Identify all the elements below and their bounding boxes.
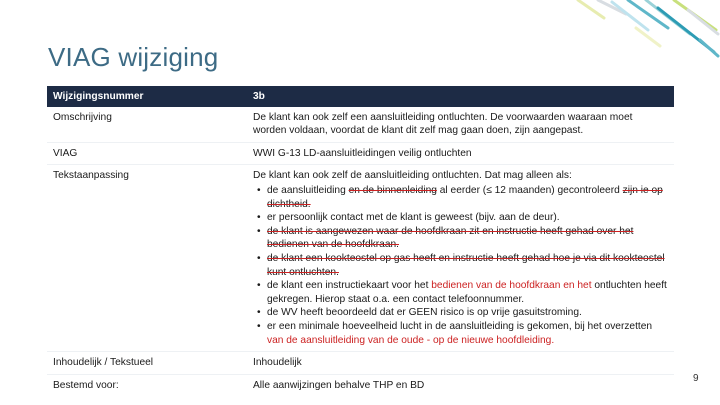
struck-text: zijn ie op dichtheid. (267, 184, 663, 210)
bullet-marker: • (257, 225, 261, 237)
bullet-text: de aansluitleiding (267, 184, 349, 196)
bullet-text: al eerder (≤ 12 maanden) gecontroleerd (436, 184, 623, 196)
row-value (247, 165, 674, 352)
bullet-text: ontluchten heeft gekregen. Hierop staat o.a. een contact telefoonnummer. (267, 280, 667, 305)
bullet-marker: • (257, 184, 261, 196)
row-label: Tekstaanpassing (47, 165, 247, 352)
row-value: De klant kan ook zelf een aansluitleiding ontluchten. De voorwaarden waaraan moet worden voldaan, voordat de klant dit zelf mag gaan doen, zijn aangepast. (247, 107, 674, 143)
change-table (47, 86, 674, 396)
bullet-text: er een minimale hoeveelheid lucht in de aansluitleiding is gekomen, bij het overzetten (267, 320, 653, 332)
highlighted-text: van de aansluitleiding van de oude - op de nieuwe hoofdleiding. (267, 334, 555, 346)
bullet-text: de WV heeft beoordeeld dat er GEEN risico is op vrije gasuitstroming. (267, 307, 582, 319)
bullet-item (253, 279, 668, 306)
bullet-item (253, 252, 668, 279)
row-label: VIAG (47, 142, 247, 165)
bullet-marker: • (257, 212, 261, 224)
table-header-row (47, 86, 674, 107)
table-row-inhoudelijk (47, 352, 674, 375)
row-label: Inhoudelijk / Tekstueel (47, 352, 247, 375)
bullet-item (253, 306, 668, 320)
struck-text: de klant is aangewezen waar de hoofdkraan zit en instructie heeft gehad over het bedienen van de hoofdkraan. (267, 225, 634, 251)
page-title: VIAG wijziging (48, 42, 219, 72)
highlighted-text: bedienen van de hoofdkraan en het (431, 280, 592, 292)
bullet-item (253, 211, 668, 225)
header-value: 3b (247, 86, 674, 107)
bullet-marker: • (257, 307, 261, 319)
row-label: Omschrijving (47, 107, 247, 143)
header-label: Wijzigingsnummer (47, 86, 247, 107)
bullet-marker: • (257, 280, 261, 292)
table-row-viag (47, 142, 674, 165)
table-row-tekstaanpassing (47, 165, 674, 352)
bullet-item (253, 184, 668, 211)
bullet-marker: • (257, 252, 261, 264)
bullet-text: er persoonlijk contact met de klant is geweest (bijv. aan de deur). (267, 212, 560, 224)
row-value: Inhoudelijk (247, 352, 674, 375)
bullet-item (253, 225, 668, 252)
bullet-item (253, 320, 668, 347)
tekst-bullet-list (253, 184, 668, 347)
row-label: Bestemd voor: (47, 374, 247, 396)
row-value: Alle aanwijzingen behalve THP en BD (247, 374, 674, 396)
struck-text: en de binnenleiding (348, 184, 437, 196)
page-number: 9 (693, 373, 699, 384)
struck-text: de klant een kookteostel op gas heeft en instructie heeft gehad hoe je via dit kookteostel kunt ontluchten. (267, 252, 665, 278)
table-row-bestemd (47, 374, 674, 396)
bullet-marker: • (257, 320, 261, 332)
tekst-lead: De klant kan ook zelf de aansluitleiding ontluchten. Dat mag alleen als: (253, 170, 572, 182)
row-value: WWI G-13 LD-aansluitleidingen veilig ontluchten (247, 142, 674, 165)
bullet-text: de klant een instructiekaart voor het (267, 280, 432, 292)
table-row-omschrijving (47, 107, 674, 143)
